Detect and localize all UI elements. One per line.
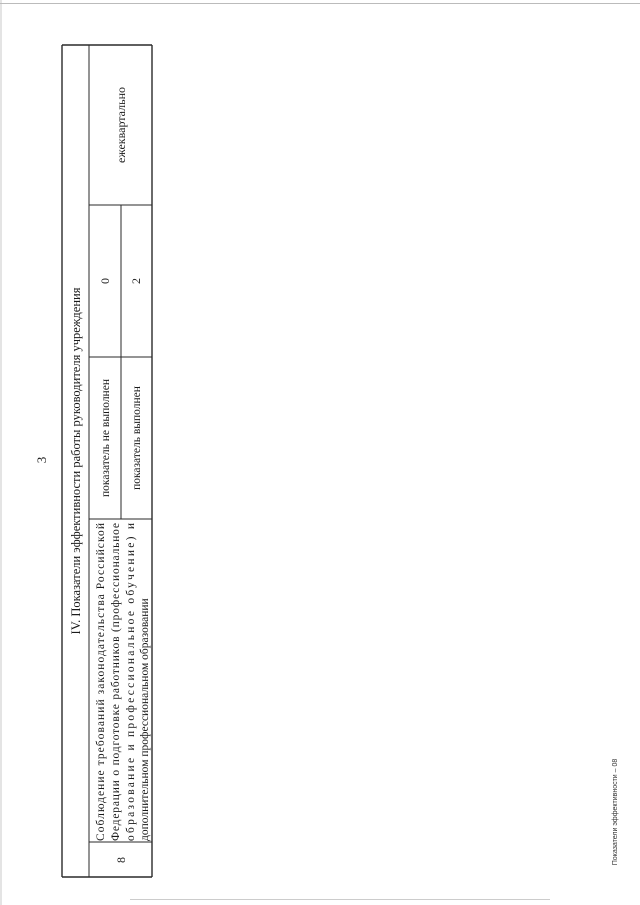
row-number: 8 — [114, 857, 128, 863]
section-title: IV. Показатели эффективности работы руководителя учреждения — [69, 287, 83, 635]
criterion-line-4: дополнительном профессиональном образовании — [139, 598, 151, 841]
outcome-met-label: показатель выполнен — [131, 386, 143, 490]
frequency-cell: ежеквартально — [114, 87, 128, 163]
outcome-not-met-points: 0 — [98, 278, 112, 284]
criterion-line-3: образование и профессиональное обучение) и — [125, 523, 137, 841]
outcome-met-points: 2 — [129, 278, 143, 284]
page-number: 3 — [34, 456, 49, 464]
criterion-line-1: Соблюдение требований законодательства Российской — [95, 523, 107, 841]
criterion-line-2: Федерации о подготовке работников (профессиональное — [110, 523, 122, 841]
footer-note: Показатели эффективности – 08 — [612, 758, 619, 866]
outcome-not-met-label: показатель не выполнен — [100, 379, 112, 497]
